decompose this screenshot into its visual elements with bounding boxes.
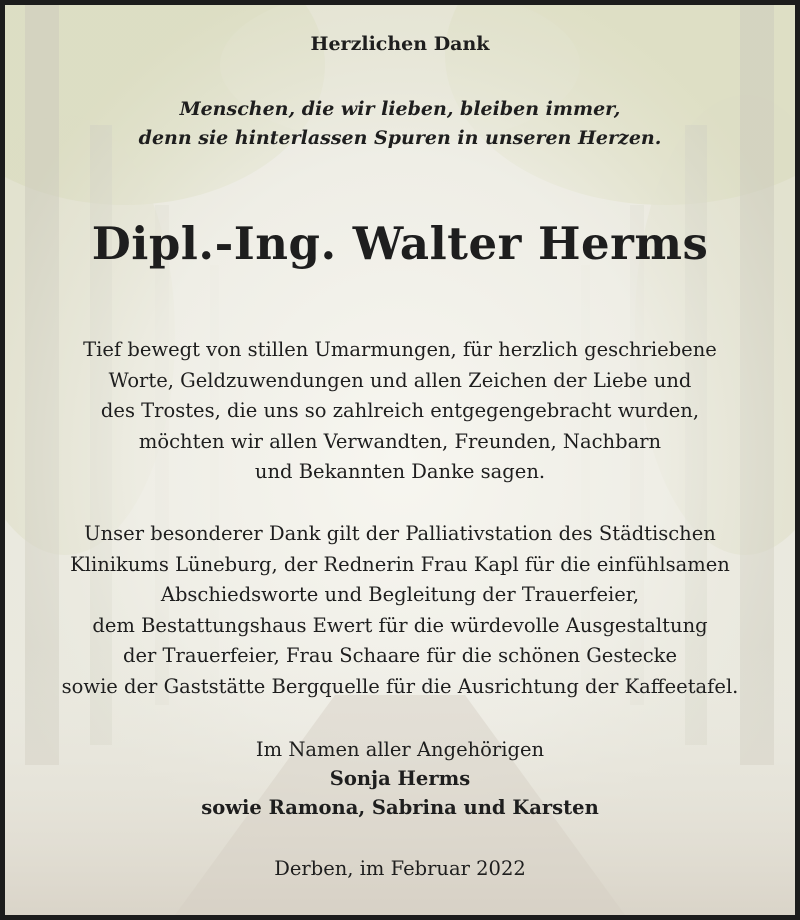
place-and-date: Derben, im Februar 2022 (274, 857, 526, 880)
deceased-name: Dipl.-Ing. Walter Herms (91, 217, 709, 270)
paragraph-line: Abschiedsworte und Begleitung der Trauerfeier, (160, 583, 640, 606)
paragraph-line: dem Bestattungshaus Ewert für die würdevolle Ausgestaltung (92, 613, 708, 637)
thanks-paragraph (5, 335, 795, 488)
quote-line: denn sie hinterlassen Spuren in unseren Herzen. (138, 127, 662, 149)
signature-other-names: sowie Ramona, Sabrina und Karsten (201, 796, 599, 819)
paragraph-line: Unser besonderer Dank gilt der Palliativstation des Städtischen (84, 522, 716, 545)
signature-intro: Im Namen aller Angehörigen (255, 738, 545, 761)
quote-line: Menschen, die wir lieben, bleiben immer, (179, 98, 621, 120)
memorial-quote (5, 95, 795, 153)
paragraph-line: Klinikums Lüneburg, der Rednerin Frau Kapl für die einfühlsamen (70, 552, 730, 576)
special-thanks-paragraph (5, 519, 795, 702)
paragraph-line: möchten wir allen Verwandten, Freunden, Nachbarn (138, 429, 662, 453)
signature-primary-name: Sonja Herms (329, 767, 471, 790)
paragraph-line: Tief bewegt von stillen Umarmungen, für herzlich geschriebene (83, 338, 717, 361)
paragraph-line: Worte, Geldzuwendungen und allen Zeichen der Liebe und (108, 368, 692, 392)
signature-block (5, 735, 795, 822)
paragraph-line: und Bekannten Danke sagen. (254, 460, 546, 483)
paragraph-line: des Trostes, die uns so zahlreich entgegengebracht wurden, (100, 399, 700, 422)
paragraph-line: sowie der Gaststätte Bergquelle für die Ausrichtung der Kaffeetafel. (61, 674, 739, 698)
paragraph-line: der Trauerfeier, Frau Schaare für die schönen Gestecke (122, 644, 678, 667)
notice-heading: Herzlichen Dank (310, 33, 490, 55)
